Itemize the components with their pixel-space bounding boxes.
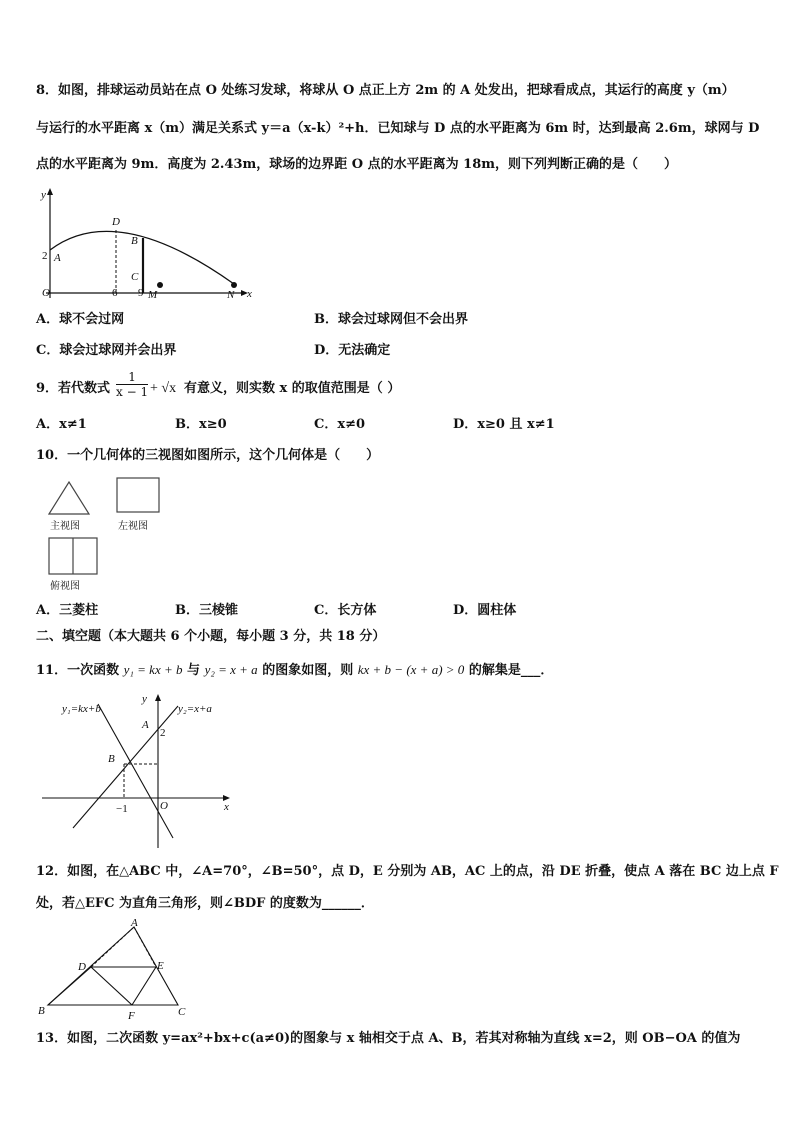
q8-stem-line3: 点的水平距离为 9m．高度为 2.43m，球场的边界距 O 点的水平距离为 18m，则下列判断正确的是（ ） [36,157,678,172]
q12-point-D: D [78,961,86,973]
q12-stem-line2: 处，若△EFC 为直角三角形，则∠BDF 的度数为______． [36,896,374,911]
q12-point-A: A [131,917,138,929]
q11-stem-a: 11．一次函数 [36,663,124,678]
q11-math-inequality: kx + b − (x + a) > 0 [357,662,465,677]
q12-fold-triangle-figure [36,917,196,1022]
q9-fraction-denominator: x − 1 [116,385,149,399]
q11-origin-O: O [160,800,168,812]
q10-option-b: B．三棱锥 [175,603,238,618]
q11-stem-d: 的解集是___． [464,663,554,678]
q10-option-a: A．三菱柱 [36,603,99,618]
q12-point-F: F [128,1010,135,1022]
q9-option-c: C．x≠0 [314,417,366,432]
q11-line1-label: y₁=kx+b [62,703,101,715]
q8-option-a: A．球不会过网 [36,312,125,327]
q8-point-M: M [148,289,158,301]
q12-point-C: C [178,1006,186,1018]
q10-option-c: C．长方体 [314,603,377,618]
q8-point-N: N [227,289,235,301]
q10-top-view-label: 俯视图 [50,581,80,592]
section2-heading: 二、填空题（本大题共 6 个小题，每小题 3 分，共 18 分） [36,629,386,644]
q10-option-d: D．圆柱体 [453,603,517,618]
q9-fraction [116,370,148,399]
q10-stem: 10．一个几何体的三视图如图所示，这个几何体是（ ） [36,448,380,463]
q11-stem-b: 与 [182,663,205,678]
q8-point-C: C [131,271,139,283]
q8-tick-6: 6 [112,287,118,299]
q11-point-A: A [142,719,149,731]
q8-y-axis-label: y [41,189,46,201]
q9-option-a: A．x≠1 [36,417,87,432]
q10-left-view-label: 左视图 [118,521,148,532]
q11-tick-2: 2 [160,727,166,739]
q11-line2-label: y₂=x+a [178,703,212,715]
q9-sqrt-term: + √x [150,381,177,396]
q11-math-y1: y₁ = kx + b [123,662,183,677]
q8-point-B: B [131,235,138,247]
q9-stem-suffix: 有意义，则实数 x 的取值范围是（ ） [184,381,401,396]
q9-stem-prefix: 9．若代数式 [36,381,111,396]
q10-three-views-figure [44,474,174,596]
q8-tick-9: 9 [138,287,144,299]
q8-stem-line2: 与运行的水平距离 x（m）满足关系式 y＝a（x-k）²+h．已知球与 D 点的水平距离为 6m 时，达到最高 2.6m，球网与 D [36,121,760,136]
q8-point-O: O [42,287,50,299]
q10-front-view-label: 主视图 [50,521,80,532]
q12-stem-line1: 12．如图，在△ABC 中，∠A=70°，∠B=50°，点 D，E 分别为 AB，AC 上的点，沿 DE 折叠，使点 A 落在 BC 边上点 F [36,864,779,879]
q8-trajectory-figure [36,180,266,305]
q11-stem [36,662,553,679]
q8-option-c: C．球会过球网并会出界 [36,343,177,358]
q11-linear-functions-figure [38,688,238,853]
q8-option-b: B．球会过球网但不会出界 [314,312,468,327]
q8-point-D: D [112,216,120,228]
q11-stem-c: 的图象如图，则 [257,663,358,678]
q8-option-d: D．无法确定 [314,343,391,358]
q11-tick-minus1: −1 [116,803,128,815]
q11-point-B: B [108,753,115,765]
q13-stem-line1: 13．如图，二次函数 y=ax²+bx+c(a≠0)的图象与 x 轴相交于点 A、B，若其对称轴为直线 x=2，则 OB−OA 的值为 [36,1031,741,1046]
q8-stem-line1: 8．如图，排球运动员站在点 O 处练习发球，将球从 O 点正上方 2m 的 A 处发出，把球看成点，其运行的高度 y（m） [36,83,735,98]
q11-math-y2: y₂ = x + a [204,662,258,677]
q11-y-axis-label: y [142,693,147,705]
q8-point-A: A [54,252,61,264]
q9-fraction-numerator: 1 [116,370,148,385]
q9-option-b: B．x≥0 [175,417,227,432]
q8-tick-2: 2 [42,250,48,262]
q11-x-axis-label: x [224,801,229,813]
q12-point-B: B [38,1005,45,1017]
q12-point-E: E [157,960,164,972]
q9-option-d: D．x≥0 且 x≠1 [453,417,555,432]
q8-x-axis-label: x [247,288,252,300]
